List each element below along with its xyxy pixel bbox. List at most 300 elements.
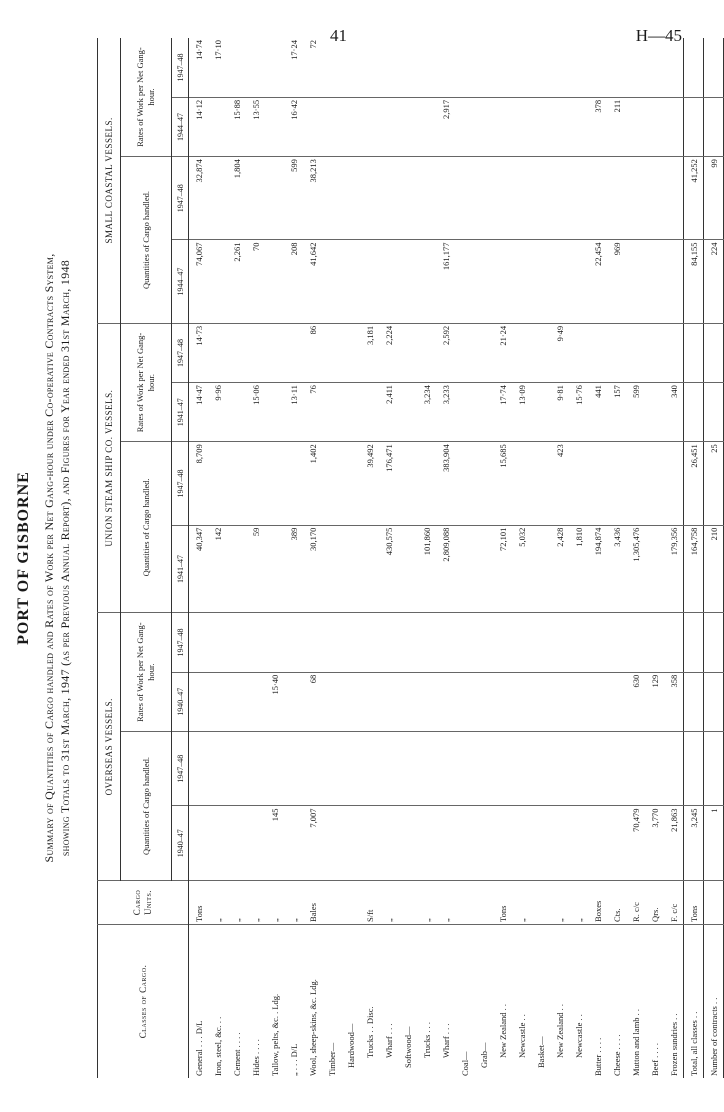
header-quantities: Quantities of Cargo handled.	[121, 442, 172, 613]
value-cell: 40,347	[189, 525, 209, 613]
cargo-unit-cell	[455, 881, 474, 925]
value-cell	[474, 613, 493, 672]
value-cell	[531, 525, 550, 613]
value-cell	[417, 613, 436, 672]
value-cell: 38,213	[303, 157, 322, 240]
value-cell: 2,809,088	[436, 525, 455, 613]
cargo-class-cell: Hardwood—	[345, 1023, 356, 1068]
cargo-unit-cell: „	[569, 881, 588, 925]
table-row	[189, 38, 209, 1078]
value-cell	[360, 806, 379, 881]
value-cell	[284, 672, 303, 731]
value-cell: 15·76	[569, 383, 588, 442]
value-cell	[455, 442, 474, 525]
value-cell	[704, 731, 724, 806]
value-cell	[455, 731, 474, 806]
value-cell	[645, 525, 664, 613]
value-cell	[474, 323, 493, 382]
value-cell	[664, 613, 684, 672]
value-cell: 15·40	[265, 672, 284, 731]
cargo-class-cell: Cheese . . . .	[611, 1034, 622, 1076]
value-cell	[246, 38, 265, 97]
value-cell	[379, 240, 398, 323]
value-cell	[322, 731, 341, 806]
value-cell	[436, 806, 455, 881]
value-cell	[265, 613, 284, 672]
value-cell: 14·74	[189, 38, 209, 97]
value-cell: 72	[303, 38, 322, 97]
value-cell	[569, 323, 588, 382]
value-cell	[474, 240, 493, 323]
value-cell: 430,575	[379, 525, 398, 613]
value-cell	[645, 97, 664, 156]
cargo-class-cell: Number of contracts . .	[704, 924, 724, 1078]
cargo-class-cell: Frozen sundries . .	[668, 1013, 679, 1076]
value-cell: 72,101	[493, 525, 512, 613]
value-cell	[398, 672, 417, 731]
value-cell	[684, 731, 704, 806]
cargo-unit-cell	[704, 881, 724, 925]
cargo-class-cell: Newcastle . .	[516, 1014, 527, 1058]
header-year: 1944–47	[172, 97, 189, 156]
value-cell	[645, 157, 664, 240]
value-cell	[303, 97, 322, 156]
cargo-class-cell: Basket—	[535, 1036, 546, 1068]
value-cell	[684, 323, 704, 382]
value-cell	[588, 442, 607, 525]
value-cell	[569, 806, 588, 881]
value-cell: 15·06	[246, 383, 265, 442]
value-cell	[322, 442, 341, 525]
value-cell: 101,860	[417, 525, 436, 613]
value-cell	[550, 240, 569, 323]
value-cell	[417, 240, 436, 323]
value-cell: 2,917	[436, 97, 455, 156]
subtitle-line-1: Summary of Quantities of Cargo handled and Rates of Work per Net Gang-hour under Co-operative Contracts System,	[42, 253, 56, 863]
header-year: 1941–47	[172, 525, 189, 613]
value-cell	[588, 38, 607, 97]
value-cell	[322, 806, 341, 881]
value-cell	[417, 38, 436, 97]
value-cell	[246, 731, 265, 806]
value-cell	[379, 613, 398, 672]
value-cell: 969	[607, 240, 626, 323]
value-cell	[607, 613, 626, 672]
header-year: 1940–47	[172, 672, 189, 731]
value-cell	[455, 240, 474, 323]
table-row	[227, 38, 246, 1078]
value-cell	[284, 613, 303, 672]
value-cell	[569, 672, 588, 731]
value-cell	[227, 672, 246, 731]
value-cell	[550, 38, 569, 97]
cargo-unit-cell: „	[284, 881, 303, 925]
table-row	[322, 38, 341, 1078]
value-cell	[341, 525, 360, 613]
header-year: 1947–48	[172, 38, 189, 97]
value-cell: 5,032	[512, 525, 531, 613]
value-cell	[379, 672, 398, 731]
value-cell	[265, 157, 284, 240]
value-cell	[493, 731, 512, 806]
value-cell: 9·81	[550, 383, 569, 442]
value-cell	[607, 157, 626, 240]
value-cell	[550, 613, 569, 672]
cargo-unit-cell: „	[265, 881, 284, 925]
value-cell	[398, 613, 417, 672]
value-cell	[569, 442, 588, 525]
value-cell: 3,770	[645, 806, 664, 881]
value-cell: 2,411	[379, 383, 398, 442]
cargo-unit-cell	[531, 881, 550, 925]
value-cell: 224	[704, 240, 724, 323]
value-cell	[436, 613, 455, 672]
value-cell	[607, 442, 626, 525]
cargo-class-cell: Trucks . . .	[421, 1021, 432, 1058]
cargo-class-cell: Grab—	[478, 1042, 489, 1068]
value-cell	[645, 38, 664, 97]
value-cell: 14·47	[189, 383, 209, 442]
cargo-unit-cell: „	[246, 881, 265, 925]
value-cell: 30,170	[303, 525, 322, 613]
cargo-unit-cell: Qrs.	[645, 881, 664, 925]
value-cell	[265, 97, 284, 156]
value-cell	[284, 806, 303, 881]
header-year: 1947–48	[172, 731, 189, 806]
page-heading: PORT OF GISBORNE	[15, 471, 32, 645]
cargo-class-cell: Wharf . . .	[383, 1023, 394, 1058]
value-cell: 211	[607, 97, 626, 156]
cargo-unit-cell: Boxes	[588, 881, 607, 925]
table-row	[588, 38, 607, 1078]
header-units: Cargo Units.	[98, 881, 189, 925]
value-cell	[531, 97, 550, 156]
value-cell: 7,007	[303, 806, 322, 881]
value-cell: 86	[303, 323, 322, 382]
table-row	[398, 38, 417, 1078]
value-cell	[227, 383, 246, 442]
value-cell: 194,874	[588, 525, 607, 613]
value-cell: 599	[284, 157, 303, 240]
value-cell	[607, 672, 626, 731]
value-cell	[684, 97, 704, 156]
header-rates: Rates of Work per Net Gang-hour.	[121, 323, 172, 441]
header-rates: Rates of Work per Net Gang-hour.	[121, 613, 172, 732]
value-cell	[474, 672, 493, 731]
value-cell	[341, 613, 360, 672]
value-cell	[588, 613, 607, 672]
value-cell	[208, 323, 227, 382]
value-cell	[227, 323, 246, 382]
table-row	[645, 38, 664, 1078]
value-cell	[512, 157, 531, 240]
table-row	[512, 38, 531, 1078]
value-cell	[360, 383, 379, 442]
value-cell	[704, 672, 724, 731]
value-cell	[208, 442, 227, 525]
cargo-unit-cell: Tons	[493, 881, 512, 925]
value-cell	[455, 323, 474, 382]
value-cell	[360, 240, 379, 323]
cargo-class-cell: Timber—	[326, 1042, 337, 1076]
value-cell	[550, 672, 569, 731]
value-cell	[531, 672, 550, 731]
cargo-unit-cell: Bales	[303, 881, 322, 925]
value-cell	[474, 442, 493, 525]
value-cell	[227, 38, 246, 97]
value-cell	[493, 97, 512, 156]
cargo-class-cell: Trucks . . Disc.	[364, 1006, 375, 1058]
cargo-unit-cell	[398, 881, 417, 925]
cargo-summary-table	[97, 38, 724, 1078]
value-cell	[341, 240, 360, 323]
value-cell	[455, 672, 474, 731]
value-cell	[474, 806, 493, 881]
value-cell	[493, 806, 512, 881]
value-cell: 39,492	[360, 442, 379, 525]
value-cell: 68	[303, 672, 322, 731]
value-cell	[569, 731, 588, 806]
value-cell	[341, 383, 360, 442]
value-cell	[664, 97, 684, 156]
value-cell	[474, 97, 493, 156]
cargo-class-cell: Beef . . . .	[649, 1042, 660, 1076]
value-cell	[189, 806, 209, 881]
value-cell	[493, 240, 512, 323]
value-cell	[550, 806, 569, 881]
value-cell	[417, 806, 436, 881]
value-cell	[341, 38, 360, 97]
value-cell	[493, 672, 512, 731]
value-cell	[379, 157, 398, 240]
value-cell	[341, 806, 360, 881]
value-cell	[512, 442, 531, 525]
value-cell	[455, 525, 474, 613]
value-cell	[704, 383, 724, 442]
value-cell: 25	[704, 442, 724, 525]
header-year: 1947–48	[172, 157, 189, 240]
value-cell	[417, 323, 436, 382]
table-row	[360, 38, 379, 1078]
value-cell	[227, 806, 246, 881]
value-cell	[379, 731, 398, 806]
value-cell: 3,245	[684, 806, 704, 881]
cargo-unit-cell: „	[550, 881, 569, 925]
table-row	[626, 38, 645, 1078]
value-cell	[398, 731, 417, 806]
value-cell	[398, 383, 417, 442]
value-cell	[664, 442, 684, 525]
value-cell: 441	[588, 383, 607, 442]
cargo-class-cell: Wool, sheep-skins, &c. Ldg.	[307, 979, 318, 1076]
value-cell	[360, 157, 379, 240]
table-row	[379, 38, 398, 1078]
value-cell	[550, 157, 569, 240]
header-rates: Rates of Work per Net Gang-hour.	[121, 38, 172, 157]
value-cell: 599	[626, 383, 645, 442]
value-cell	[246, 672, 265, 731]
value-cell	[189, 731, 209, 806]
value-cell	[322, 672, 341, 731]
value-cell	[684, 672, 704, 731]
table-row	[569, 38, 588, 1078]
value-cell	[569, 240, 588, 323]
value-cell	[208, 672, 227, 731]
cargo-unit-cell	[322, 881, 341, 925]
cargo-class-cell: Butter . . . .	[592, 1037, 603, 1076]
value-cell: 3,436	[607, 525, 626, 613]
header-quantities: Quantities of Cargo handled.	[121, 157, 172, 324]
value-cell: 2,592	[436, 323, 455, 382]
value-cell	[474, 731, 493, 806]
value-cell	[341, 97, 360, 156]
value-cell	[664, 157, 684, 240]
value-cell	[417, 442, 436, 525]
value-cell: 13·11	[284, 383, 303, 442]
value-cell: 26,451	[684, 442, 704, 525]
table-row	[341, 38, 360, 1078]
table-row	[208, 38, 227, 1078]
value-cell	[512, 240, 531, 323]
value-cell	[227, 613, 246, 672]
value-cell	[493, 157, 512, 240]
value-cell	[455, 383, 474, 442]
value-cell	[341, 442, 360, 525]
value-cell	[512, 731, 531, 806]
value-cell: 59	[246, 525, 265, 613]
header-year: 1947–48	[172, 323, 189, 382]
subtitle-line-2: showing Totals to 31st March, 1947 (as per Previous Annual Report), and Figures for Year ended 31st March, 1948	[58, 259, 72, 857]
value-cell	[284, 323, 303, 382]
cargo-unit-cell	[341, 881, 360, 925]
page-reference: H—45	[635, 26, 682, 45]
table-row	[493, 38, 512, 1078]
cargo-unit-cell: R. c/c	[626, 881, 645, 925]
value-cell	[474, 157, 493, 240]
value-cell	[455, 806, 474, 881]
value-cell: 21,863	[664, 806, 684, 881]
table-row	[246, 38, 265, 1078]
value-cell	[455, 38, 474, 97]
cargo-unit-cell: Tons	[189, 881, 209, 925]
value-cell: 1,810	[569, 525, 588, 613]
value-cell	[246, 442, 265, 525]
value-cell	[322, 157, 341, 240]
cargo-class-cell: Mutton and lamb . .	[630, 1008, 641, 1076]
value-cell	[512, 323, 531, 382]
value-cell: 76	[303, 383, 322, 442]
table-subtitle	[41, 38, 73, 1078]
value-cell: 423	[550, 442, 569, 525]
value-cell: 17·24	[284, 38, 303, 97]
table-row	[417, 38, 436, 1078]
value-cell	[265, 525, 284, 613]
value-cell	[417, 157, 436, 240]
value-cell	[360, 97, 379, 156]
value-cell	[246, 613, 265, 672]
value-cell	[474, 383, 493, 442]
value-cell: 358	[664, 672, 684, 731]
value-cell	[531, 731, 550, 806]
value-cell	[588, 157, 607, 240]
value-cell: 1,402	[303, 442, 322, 525]
value-cell	[588, 806, 607, 881]
value-cell	[265, 38, 284, 97]
value-cell	[360, 731, 379, 806]
value-cell	[303, 613, 322, 672]
value-cell	[398, 240, 417, 323]
cargo-class-cell: Hides . . . .	[250, 1039, 261, 1076]
value-cell	[227, 731, 246, 806]
contracts-row	[704, 38, 724, 1078]
table-row	[284, 38, 303, 1078]
value-cell: 164,758	[684, 525, 704, 613]
value-cell: 340	[664, 383, 684, 442]
cargo-class-cell: Newcastle . .	[573, 1014, 584, 1058]
value-cell	[704, 38, 724, 97]
value-cell	[607, 38, 626, 97]
value-cell: 41,642	[303, 240, 322, 323]
value-cell	[569, 157, 588, 240]
value-cell	[531, 806, 550, 881]
value-cell	[322, 323, 341, 382]
value-cell	[531, 383, 550, 442]
value-cell	[588, 323, 607, 382]
value-cell	[379, 97, 398, 156]
value-cell: 17·10	[208, 38, 227, 97]
value-cell	[265, 240, 284, 323]
value-cell	[645, 383, 664, 442]
cargo-class-cell: Softwood—	[402, 1026, 413, 1068]
value-cell: 1	[704, 806, 724, 881]
value-cell	[512, 38, 531, 97]
value-cell	[569, 97, 588, 156]
value-cell	[684, 383, 704, 442]
cargo-unit-cell: „	[208, 881, 227, 925]
value-cell: 3,233	[436, 383, 455, 442]
value-cell: 41,252	[684, 157, 704, 240]
value-cell: 145	[265, 806, 284, 881]
value-cell	[512, 806, 531, 881]
cargo-class-cell: Total, all classes . .	[684, 924, 704, 1078]
value-cell: 2,224	[379, 323, 398, 382]
header-classes: Classes of Cargo.	[98, 924, 189, 1078]
table-row	[607, 38, 626, 1078]
value-cell	[436, 157, 455, 240]
value-cell	[341, 731, 360, 806]
value-cell	[626, 240, 645, 323]
table-row	[265, 38, 284, 1078]
value-cell	[664, 731, 684, 806]
cargo-class-cell: Wharf . . .	[440, 1023, 451, 1058]
value-cell: 129	[645, 672, 664, 731]
value-cell	[512, 613, 531, 672]
cargo-class-cell: New Zealand . .	[554, 1003, 565, 1058]
value-cell	[322, 525, 341, 613]
table-row	[303, 38, 322, 1078]
value-cell	[341, 672, 360, 731]
value-cell	[493, 38, 512, 97]
value-cell	[436, 38, 455, 97]
value-cell	[341, 323, 360, 382]
value-cell	[626, 97, 645, 156]
value-cell: 2,428	[550, 525, 569, 613]
value-cell	[322, 97, 341, 156]
table-body	[189, 38, 724, 1078]
value-cell: 1,804	[227, 157, 246, 240]
value-cell	[417, 97, 436, 156]
value-cell	[455, 97, 474, 156]
